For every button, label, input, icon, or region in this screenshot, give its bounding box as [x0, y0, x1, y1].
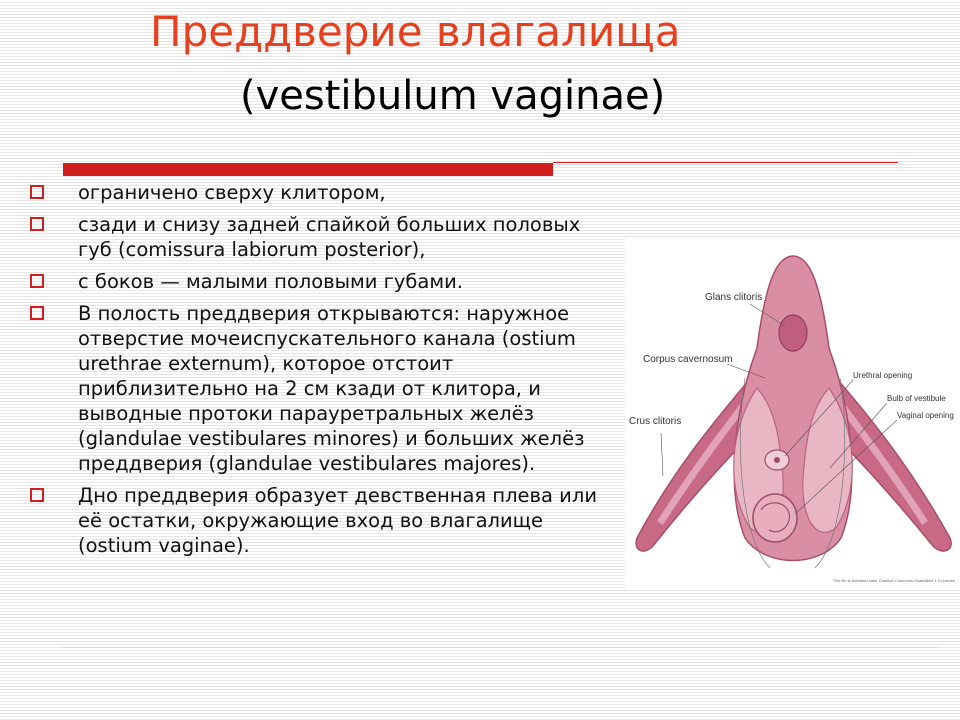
bullet-item — [30, 483, 620, 558]
anatomy-illustration — [625, 238, 960, 588]
bullet-text: Дно преддверия образует девственная плева или её остатки, окружающие вход во влагалище (ostium vaginae). — [78, 484, 597, 557]
bullet-list — [30, 180, 620, 565]
bullet-item — [30, 269, 620, 294]
title-underline-bar — [63, 163, 553, 176]
label-urethral: Urethral opening — [853, 371, 913, 380]
label-glans: Glans clitoris — [705, 292, 763, 303]
square-bullet-icon — [30, 488, 44, 502]
slide-subtitle-latin: (vestibulum vaginae) — [240, 73, 666, 119]
square-bullet-icon — [30, 217, 44, 231]
bullet-item — [30, 212, 620, 262]
square-bullet-icon — [30, 185, 44, 199]
bullet-text: с боков — малыми половыми губами. — [78, 270, 463, 293]
slide-title: Преддверие влагалища — [150, 7, 681, 56]
title-underline-thin — [553, 162, 898, 163]
square-bullet-icon — [30, 274, 44, 288]
glans-shape — [779, 315, 807, 351]
label-vaginal: Vaginal opening — [897, 411, 954, 420]
crus-leader-line — [661, 433, 663, 476]
bullet-text: сзади и снизу задней спайкой больших половых губ (comissura labiorum posterior), — [78, 213, 581, 261]
label-crus: Crus clitoris — [629, 416, 682, 427]
bullet-item — [30, 180, 620, 205]
vaginal-opening-shape — [753, 494, 797, 542]
label-bulb: Bulb of vestibule — [887, 394, 946, 403]
bullet-item — [30, 301, 620, 476]
label-corpus: Corpus cavernosum — [643, 354, 733, 365]
urethral-opening-dot — [774, 457, 780, 463]
bullet-text: В полость преддверия открываются: наружное отверстие мочеиспускательного канала (ostium urethrae externum), которое отстоит приблизительно на 2 см кзади от клитора, и выводные протоки парауретральных желёз (glandulae vestibulares minores) и больших желёз преддверия (glandulae vestibulares majores). — [78, 302, 585, 475]
license-credit: This file is licensed under Creative Commons ShareAlike 1.0 License — [832, 578, 955, 583]
bullet-text: ограничено сверху клитором, — [78, 181, 386, 204]
clitoris-anatomy-diagram — [625, 238, 960, 588]
footer-divider — [60, 647, 940, 648]
square-bullet-icon — [30, 306, 44, 320]
